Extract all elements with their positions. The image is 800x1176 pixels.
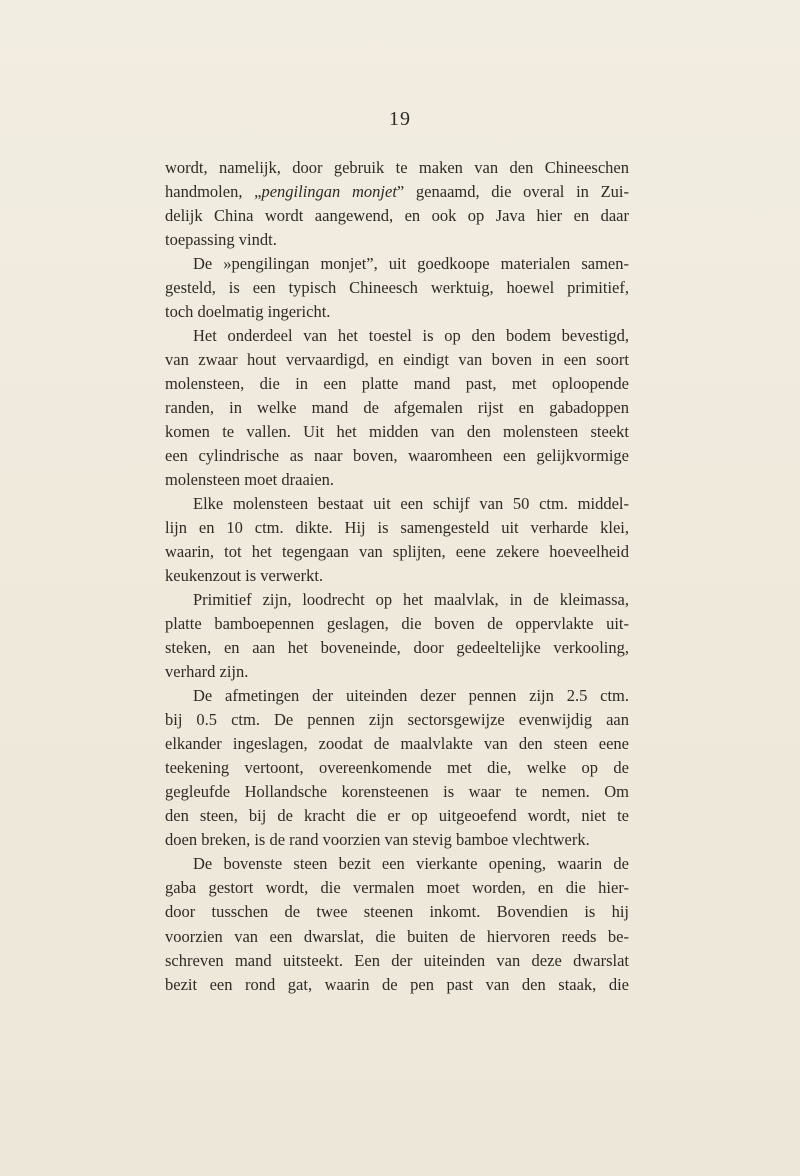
- text-line: doen breken, is de rand voorzien van stevig bamboe vlechtwerk.: [165, 830, 590, 850]
- text-line: platte bamboepennen geslagen, die boven de oppervlakte uit-: [165, 614, 629, 634]
- text-line: De bovenste steen bezit een vierkante opening, waarin de: [193, 854, 629, 874]
- text-line: wordt, namelijk, door gebruik te maken van den Chineeschen: [165, 158, 629, 177]
- text-line: toch doelmatig ingericht.: [165, 302, 331, 322]
- text-line: elkander ingeslagen, zoodat de maalvlakte van den steen eene: [165, 734, 629, 754]
- text-line: schreven mand uitsteekt. Een der uiteinden van deze dwarslat: [165, 950, 629, 970]
- text-line: gesteld, is een typisch Chineesch werktuig, hoewel primitief,: [165, 278, 629, 298]
- text-segment: handmolen, „: [165, 182, 262, 202]
- text-line: gegleufde Hollandsche korensteenen is waar te nemen. Om: [165, 782, 629, 802]
- italic-term: pengilingan monjet: [261, 182, 397, 202]
- text-line: gaba gestort wordt, die vermalen moet worden, en die hier-: [165, 878, 629, 898]
- page-number: 19: [389, 108, 411, 130]
- text-line: bij 0.5 ctm. De pennen zijn sectorsgewijze evenwijdig aan: [165, 710, 629, 730]
- text-line: keukenzout is verwerkt.: [165, 566, 324, 586]
- text-line: komen te vallen. Uit het midden van den molensteen steekt: [165, 422, 629, 442]
- text-line: Primitief zijn, loodrecht op het maalvlak, in de kleimassa,: [193, 590, 629, 610]
- text-line: De »pengilingan monjet”, uit goedkoope materialen samen-: [193, 254, 629, 274]
- text-line: [165, 180, 629, 204]
- text-line: Het onderdeel van het toestel is op den bodem bevestigd,: [193, 326, 629, 346]
- text-line: molensteen, die in een platte mand past, met oploopende: [165, 374, 629, 394]
- body-text: [165, 156, 629, 997]
- text-line: toepassing vindt.: [165, 230, 277, 250]
- text-line: Elke molensteen bestaat uit een schijf van 50 ctm. middel-: [193, 494, 629, 514]
- text-line: een cylindrische as naar boven, waaromheen een gelijkvormige: [165, 446, 629, 466]
- text-line: randen, in welke mand de afgemalen rijst en gabadoppen: [165, 398, 629, 418]
- text-segment: ” genaamd, die overal in Zui-: [396, 182, 629, 202]
- text-line: steken, en aan het boveneinde, door gedeeltelijke verkooling,: [165, 638, 629, 658]
- text-line: bezit een rond gat, waarin de pen past van den staak, die: [165, 974, 629, 994]
- text-line: door tusschen de twee steenen inkomt. Bovendien is hij: [165, 902, 629, 922]
- text-line: lijn en 10 ctm. dikte. Hij is samengesteld uit verharde klei,: [165, 518, 629, 538]
- text-line: verhard zijn.: [165, 662, 249, 682]
- text-line: teekening vertoont, overeenkomende met die, welke op de: [165, 758, 629, 778]
- text-line: De afmetingen der uiteinden dezer pennen zijn 2.5 ctm.: [193, 686, 629, 706]
- text-line: den steen, bij de kracht die er op uitgeoefend wordt, niet te: [165, 806, 629, 826]
- text-line: voorzien van een dwarslat, die buiten de hiervoren reeds be-: [165, 926, 629, 946]
- text-line: delijk China wordt aangewend, en ook op Java hier en daar: [165, 206, 629, 226]
- text-line: molensteen moet draaien.: [165, 470, 335, 490]
- text-line: van zwaar hout vervaardigd, en eindigt van boven in een soort: [165, 350, 629, 370]
- text-line: waarin, tot het tegengaan van splijten, eene zekere hoeveelheid: [165, 542, 629, 562]
